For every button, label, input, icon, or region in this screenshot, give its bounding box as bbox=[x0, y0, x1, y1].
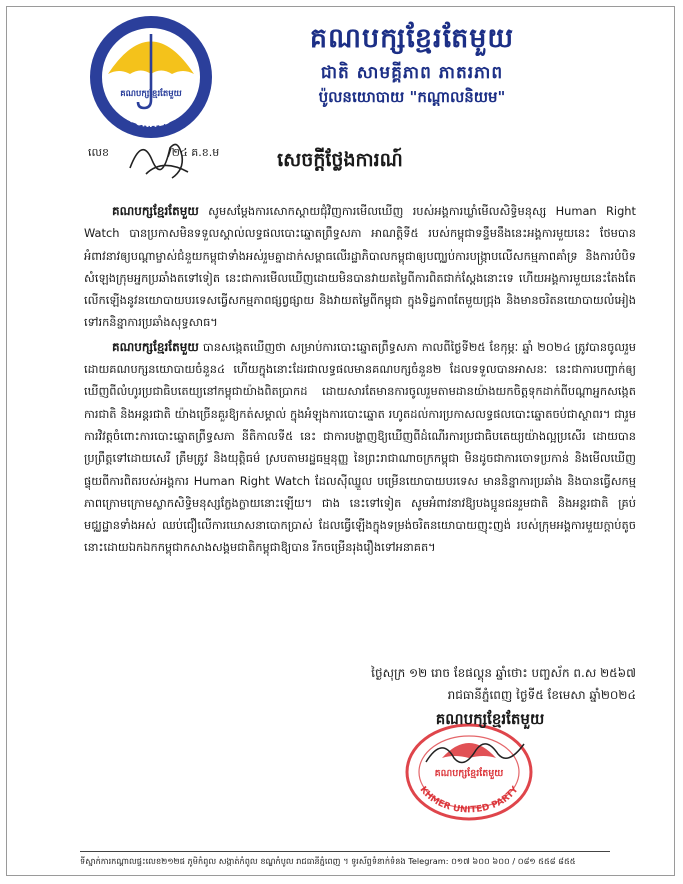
seal-bottom-text: KHMER UNITED PARTY bbox=[417, 784, 521, 816]
solar-date: រាជធានីភ្នំពេញ ថ្ងៃទី៥ ខែមេសា ឆ្នាំ២០២៤ bbox=[447, 688, 636, 702]
handwritten-signature-small bbox=[126, 128, 196, 186]
logo-bottom-text: KHMER UNITED PARTY bbox=[106, 92, 196, 131]
reference-suffix: /២៤ គ.ខ.ម bbox=[167, 146, 220, 159]
paragraph-1-lead: គណបក្សខ្មែរតែមួយ bbox=[112, 204, 199, 218]
party-policy: ប៉ូលនយោបាយ "កណ្តាលនិយម" bbox=[318, 88, 506, 106]
paragraph-2 bbox=[84, 336, 636, 559]
reference-prefix: លេខ bbox=[88, 146, 109, 159]
signature-party-name: គណបក្សខ្មែរតែមួយ bbox=[435, 710, 545, 728]
paragraph-2-text: បានសង្កេតឃើញថា សម្រាប់ការបោះឆ្នោតព្រឹទ្ធសភា កាលពីថ្ងៃទី២៥ ខែកុម្ភៈ ឆ្នាំ ២០២៤ ត្រូវបានចូលរួមដោយគណបក្សនយោបាយចំនួន៤ ហើយក្នុងនោះដែរជាលទ្ធផលមានគណបក្សចំនួន២ ដែលទទួលបានអាសនៈ នេះជាការបញ្ជាក់ឲ្យឃើញពីលំហូរប្រជាធិបតេយ្យនៅកម្ពុជាយ៉ាងពិតប្រាកដ ដោយសារតែមានការចូលរួមតាមដានយ៉ាងយកចិត្តទុកដាក់ពីបណ្តាអ្នកសង្កេតការជាតិ និងអន្តរជាតិ យ៉ាងច្រើនគួរឱ្យកត់សម្គាល់ ក្នុងអំឡុងការបោះឆ្នោត រហូតដល់ការប្រកាសលទ្ធផលបោះឆ្នោតចប់ជាស្ថាពរ។ ជារួមការវិវត្តចំពោះការបោះឆ្នោតព្រឹទ្ធសភា នីតិកាលទី៥ នេះ ជាការបង្ហាញឱ្យឃើញពីដំណើរការប្រជាធិបតេយ្យយ៉ាងល្អប្រសើរ ដោយបានប្រព្រឹត្តទៅដោយសេរី ត្រឹមត្រូវ និងយុត្តិធម៌ ស្របតាមរដ្ឋធម្មនុញ្ញ នៃព្រះរាជាណាចក្រកម្ពុជា មិនដូចជាការចោទប្រកាន់ និងមើលឃើញផ្ទុយពីការពិតរបស់អង្គការ Human Right Watch ដែលស៊ីឈ្នួល បម្រើនយោបាយបរទេស មាននិន្នាការប្រឆាំង និងបានធ្វើសកម្មភាពក្រោមក្រោមស្លាកសិទ្ធិមនុស្សក្លែងក្លាយនោះឡើយ។ ជាង នេះទៅទៀត សូមអំពាវនាវឱ្យបងប្អូនជនរួមជាតិ និងអន្តរជាតិ គ្រប់មជ្ឈដ្ឋានទាំងអស់ ឈប់ជឿលើការឃោសនាបោកប្រាស់ ដែលធ្វើឡើងក្នុងទម្រង់ចរិតនយោបាយញុះញង់ របស់ក្រុមអង្គការមួយក្តាប់តូចនោះដោយឯកឯកកម្ពុជាកសាងសង្គមជាតិកម្ពុជាឱ្យបាន រីកចម្រើនរុងរឿងទៅអនាគត។ bbox=[84, 339, 636, 555]
handwritten-signature bbox=[420, 732, 530, 772]
footer-address: ទីស្នាក់ការកណ្តាលផ្ទះលេខ២១២ផ ភូមិកំពូល សង្កាត់កំពូល ខណ្ឌកំបូល រាជធានីភ្នំពេញ ។ ទូរស័ព្ទទំនាក់ទំនង Telegram: ០១៧ ៦០០ ៦០០ / ០៨១ ៥៥៨ ៨៥៥ bbox=[80, 856, 576, 866]
document-title: សេចក្តីថ្លែងការណ៍ bbox=[277, 149, 403, 171]
lunar-date: ថ្ងៃសុក្រ ១២ រោច ខែផល្គុន ឆ្នាំថោះ បញ្ចស័ក ព.ស ២៥៦៧ bbox=[371, 666, 636, 680]
paragraph-2-lead: គណបក្សខ្មែរតែមួយ bbox=[112, 339, 199, 354]
seal-top-text: គណបក្សខ្មែរតែមួយ bbox=[434, 768, 504, 779]
paragraph-1-text: សូមសម្តែងការសោកស្តាយជុំវិញការមើលឃើញ របស់អង្គការឃ្លាំមើលសិទ្ធិមនុស្ស Human Right Watch បានប្រកាសមិនទទួលស្គាល់លទ្ធផលបោះឆ្នោតព្រឹទ្ធសភា អាណត្តិទី៥ របស់កម្ពុជាទន្ទឹមនឹងនេះអង្គការមួយនេះ ថែមបានអំពាវនាវឲ្យបណ្តាម្ចាស់ជំនួយកម្ពុជាទាំងអស់រួមគ្នាដាក់សម្ពាធលើរដ្ឋាភិបាលកម្ពុជាឲ្យបញ្ឈប់ការបង្ក្រាបលើសកម្មភាពគាំទ្រ និងការបំបិទសំឡេងក្រុមអ្នកប្រឆាំងតទៅទៀត នេះជាការមើលឃើញដោយមិនបានវាយតម្លៃពីការពិតជាក់ស្តែងនោះទេ ហើយអង្គការមួយនេះតែងតែលើកឡើងនូវនយោបាយបរទេសធ្វើសកម្មភាពផ្សព្វផ្សាយ និងវាយតម្លៃពីកម្ពុជា ក្នុងទិដ្ឋភាពតែមួយជ្រុង និងមានចរិតនយោបាយលំអៀងទៅរកនិន្នាការប្រឆាំងសុទ្ធសាធ។ bbox=[84, 204, 636, 330]
paragraph-1 bbox=[84, 200, 636, 334]
party-name-heading: គណបក្សខ្មែរតែមួយ bbox=[309, 23, 515, 54]
statement-body bbox=[84, 200, 636, 561]
logo-top-text: គណបក្សខ្មែរតែមួយ bbox=[120, 89, 182, 99]
party-logo bbox=[88, 14, 214, 140]
date-block bbox=[268, 662, 636, 706]
party-motto: ជាតិ សាមគ្គីភាព ភាតរភាព bbox=[320, 63, 504, 83]
footer-divider bbox=[80, 851, 610, 852]
